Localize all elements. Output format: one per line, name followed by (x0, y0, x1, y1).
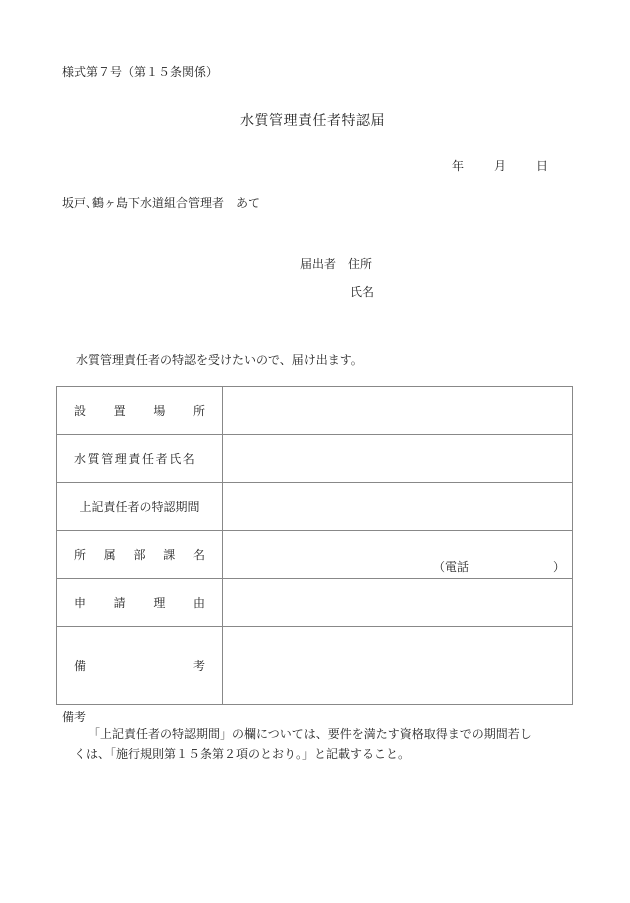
statement: 水質管理責任者の特認を受けたいので、届け出ます。 (76, 353, 363, 367)
table-row-installation-location (57, 387, 573, 435)
field-installation-location[interactable] (223, 387, 573, 435)
document-title: 水質管理責任者特認届 (240, 113, 385, 129)
label-char: 申 (74, 596, 87, 610)
application-table (56, 386, 573, 705)
phone-label: （電話 (433, 560, 470, 574)
remarks-line-1: 「上記責任者の特認期間」の欄については、要件を満たす資格取得までの期間若し (88, 727, 532, 741)
table-row-manager-name (57, 435, 573, 483)
remarks-heading: 備考 (62, 710, 87, 724)
day-label: 日 (536, 159, 549, 173)
label-text: 上記責任者の特認期間 (79, 500, 200, 514)
year-label: 年 (452, 159, 465, 173)
table-row-special-period (57, 483, 573, 531)
table-row-department (57, 531, 573, 579)
label-char: 名 (192, 548, 205, 562)
label-char: 課 (163, 548, 176, 562)
month-label: 月 (494, 159, 507, 173)
date-line (452, 157, 548, 174)
field-special-period[interactable] (223, 483, 573, 531)
submitter-label: 届出者 (300, 257, 337, 271)
label-text: 水質管理責任者氏名 (74, 452, 197, 466)
form-number: 様式第７号（第１５条関係） (62, 65, 219, 79)
label-installation-location (57, 387, 223, 435)
label-char: 設 (74, 404, 87, 418)
label-manager-name (57, 435, 223, 483)
label-char: 置 (113, 404, 126, 418)
label-char: 部 (133, 548, 146, 562)
submitter-name-label: 氏名 (350, 285, 375, 299)
label-char: 請 (113, 596, 126, 610)
label-char: 属 (103, 548, 116, 562)
table-row-remarks (57, 627, 573, 705)
field-manager-name[interactable] (223, 435, 573, 483)
label-char: 理 (153, 596, 166, 610)
remarks-line-2: くは、「施行規則第１５条第２項のとおり。」と記載すること。 (74, 747, 411, 761)
submitter-address-line (300, 255, 372, 272)
label-char: 考 (192, 659, 205, 673)
label-char: 所 (74, 548, 87, 562)
label-char: 所 (192, 404, 205, 418)
phone-close-paren: ） (553, 560, 566, 574)
label-reason (57, 579, 223, 627)
label-department (57, 531, 223, 579)
label-char: 由 (192, 596, 205, 610)
label-char: 備 (74, 659, 87, 673)
remarks-text (62, 724, 582, 764)
field-department[interactable] (223, 531, 573, 579)
phone-field[interactable] (433, 558, 566, 575)
label-remarks (57, 627, 223, 705)
addressee: 坂戸､鶴ヶ島下水道組合管理者 あて (62, 196, 261, 210)
address-label: 住所 (348, 257, 373, 271)
field-reason[interactable] (223, 579, 573, 627)
field-remarks[interactable] (223, 627, 573, 705)
label-char: 場 (153, 404, 166, 418)
label-special-period (57, 483, 223, 531)
table-row-reason (57, 579, 573, 627)
